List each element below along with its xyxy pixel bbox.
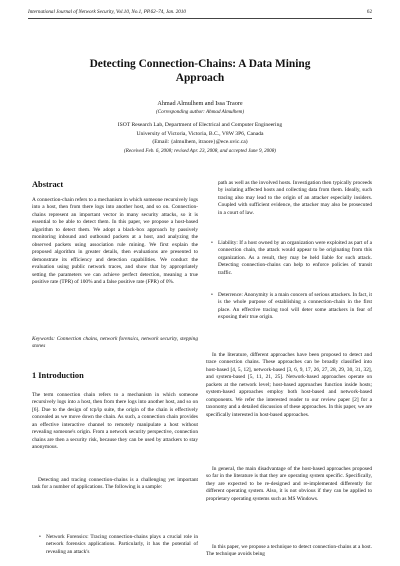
bullet-network-forensics-continued: path as well as the involved hosts. Investigation then typically proceeds by isolating affected hosts and collecting data from them. Ideally, such tracing also may lead to the origin of an attacker especially insiders. Coupled with sufficient evidence, the attacker may also be prosecuted in a court of law.	[218, 180, 372, 216]
intro-paragraph-disadvantage: In general, the main disadvantage of the host-based approaches proposed so far in the literature is that they are operating system specific. Specifically, they are expected to be re-designed and re-implemented differently for different operating system. Also, it is not obvious if they can be applied to proprietary operating systems such as MS Windows.	[206, 466, 372, 502]
affiliation-lab: ISOT Research Lab, Department of Electrical and Computer Engineering	[117, 122, 283, 128]
title-line-2: Approach	[175, 72, 225, 84]
abstract-body: A connection-chain refers to a mechanism in which someone recursively logs into a host, then from there logs into another host, and so on. Connection-chains represent an important vector in many security attacks, so it is essential to be able to detect them. In this paper, we propose a host-based algorithm to detect them. We adopt a black-box approach by passively monitoring inbound and outbound packets at a host, and analyzing the observed packets using association rule mining. We first explain the proposed algorithm in greater details, then evaluations are presented to demonstrate its efficiency and detection capabilities. We conduct the evaluation using public network traces, and show that by appropriately setting the parameters we can achieve perfect detection, meaning a true positive rate (TPR) of 100% and a false positive rate (FPR) of 0%.	[32, 197, 198, 285]
header-rule	[28, 18, 372, 19]
bullet-deterrence: • Deterrence: Anonymity is a main concern of serious attackers. In fact, it is the whole purpose of establishing a connection-chain in the first place. An effective tracing tool will deter some attackers in fear of exposing their true origin.	[218, 292, 372, 322]
affiliation-email: (Email: {almulhem, itraore}@ece.uvic.ca)	[152, 139, 248, 145]
intro-paragraph-2: Detecting and tracing connection-chains is a challenging yet important task for a number of applications. The following is a sample:	[32, 477, 198, 491]
introduction-heading: 1 Introduction	[32, 371, 84, 380]
authors: Ahmad Almulhem and Issa Traore	[157, 100, 243, 107]
page-number: 62	[366, 9, 372, 15]
journal-citation: International Journal of Network Security, Vol.10, No.1, PP.62–74, Jan. 2010	[28, 9, 186, 15]
intro-paragraph-proposal: In this paper, we propose a technique to detect connection-chains at a host. The technique avoids being	[206, 544, 372, 558]
running-header	[28, 9, 372, 15]
bullet-network-forensics: • Network Forensics: Tracing connection-chains plays a crucial role in network forensics applications. Particularly, it has the potential of revealing an attack's	[46, 534, 198, 556]
bullet-liability: • Liability: If a host owned by an organization were exploited as part of a connection chain, the attack would appear to be originating from this organization. As a result, they may be held liable for such attack. Detecting connection-chains can help to enforce policies of transit traffic.	[218, 240, 372, 277]
paper-title	[28, 57, 372, 85]
received-dates: (Received Feb. 6, 2008; revised Apr. 23, 2008, and accepted June 9, 2008)	[124, 147, 276, 154]
intro-paragraph-1: The term connection chain refers to a mechanism in which someone recursively logs into a host, then from there logs into another host, and so on [6]. Due to the design of tcp/ip suite, the origin of the chain is effectively concealed as we move down the chain. As such, a connection chain provides an effective interactive channel to remotely manipulate a host without revealing someone's origin. From a network security perspective, connection chains are then a security risk, because they can be used by attackers to stay anonymous.	[32, 392, 198, 451]
keywords: Keywords: Connection chains, network forensics, network security, stepping stones	[32, 336, 198, 350]
title-line-1: Detecting Connection-Chains: A Data Mining	[89, 58, 311, 70]
corresponding-author: (Corresponding author: Ahmad Almulhem)	[155, 109, 245, 115]
affiliation-university: University of Victoria, Victoria, B.C., V8W 3P6, Canada	[136, 130, 264, 137]
intro-paragraph-approaches: In the literature, different approaches have been proposed to detect and trace connection chains. These approaches can be broadly classified into host-based [4, 5, 12], network-based [3, 6, 9, 17, 26, 27, 28, 29, 30, 31, 32], and system-based [5, 11, 21, 25]. Network-based approaches operate on packets at the network level; host-based approaches function inside hosts; system-based approaches employ both host-based and network-based components. We refer the interested reader to our review paper [2] for a taxonomy and a detailed discussion of these approaches. In this paper, we are specifically interested in host-based approaches.	[206, 352, 372, 418]
abstract-heading: Abstract	[32, 180, 64, 189]
